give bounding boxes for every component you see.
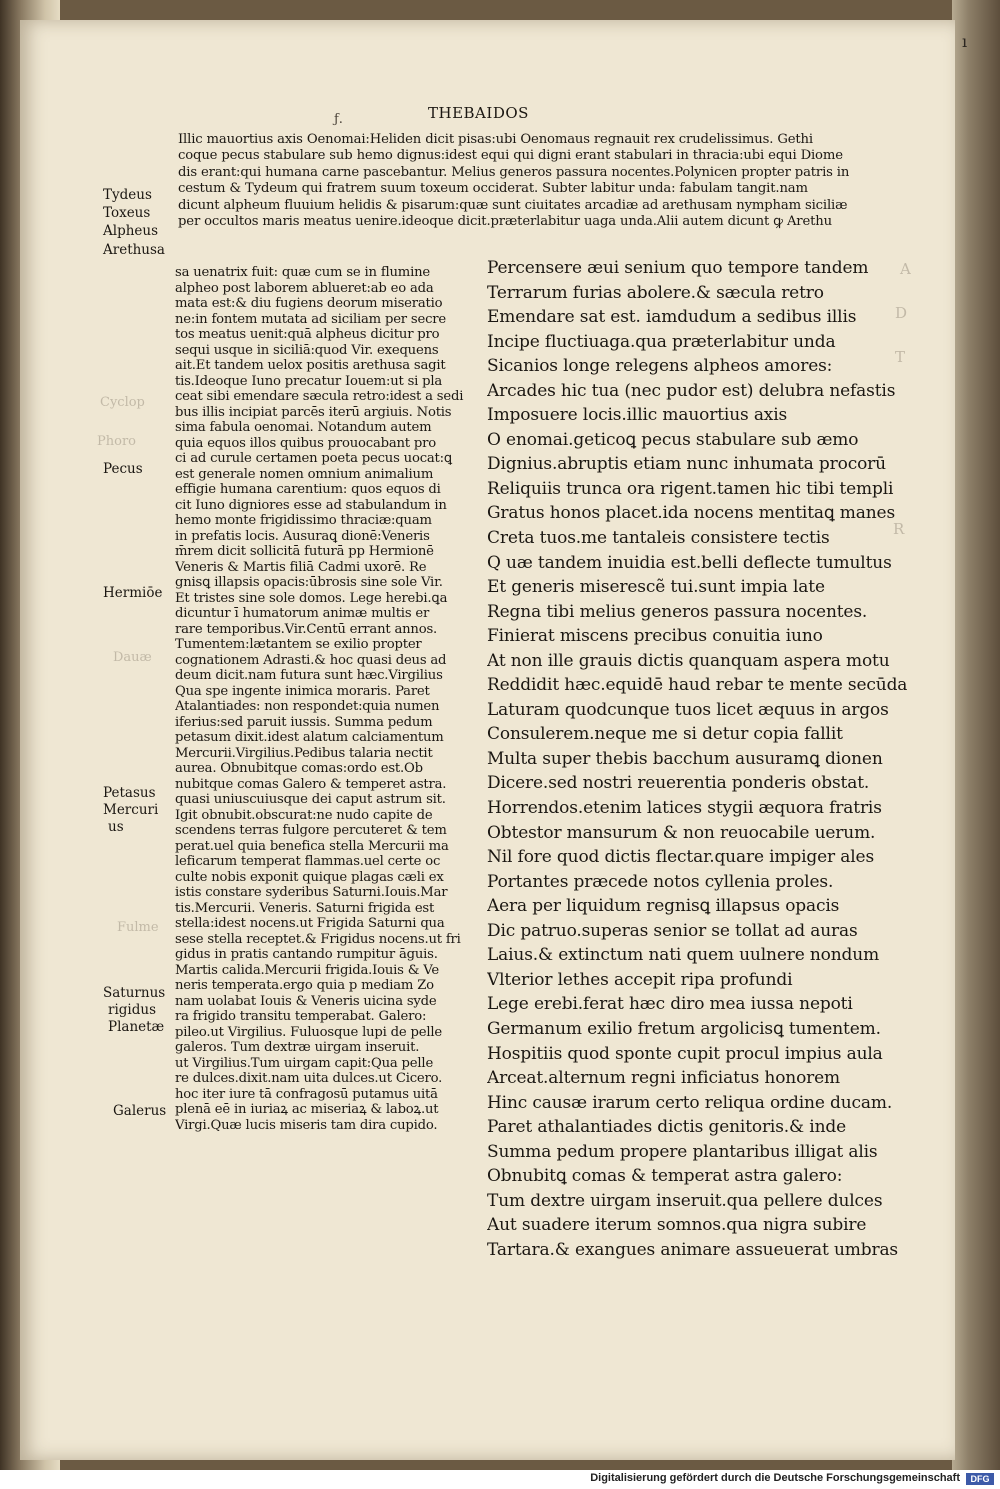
verse-line: Sicanios longe relegens alpheos amores: bbox=[487, 356, 833, 377]
commentary-line: gnisꝗ illapsis opacis:ūbrosis sine sole Vir. bbox=[175, 575, 443, 590]
commentary-line: quia equos illos quibus prouocabant pro bbox=[175, 435, 436, 451]
commentary-line: perat.uel quia benefica stella Mercurii ma bbox=[175, 838, 449, 854]
verse-line: Horrendos.etenim latices stygii æquora fratris bbox=[487, 798, 882, 819]
bleed-through-text: D bbox=[895, 304, 908, 322]
sidenote-tydeus: Tydeus bbox=[103, 187, 152, 203]
commentary-line: dis erant:qui humana carne pascebantur. Melius generos passura nocentes.Polynicen propter patris in bbox=[178, 164, 850, 180]
bleed-through-text: T bbox=[895, 348, 906, 366]
commentary-line: scendens terras fulgore percuteret & tem bbox=[175, 823, 447, 838]
verse-line: Reliquiis trunca ora rigent.tamen hic tibi templi bbox=[487, 478, 894, 499]
commentary-line: sa uenatrix fuit: quæ cum se in flumine bbox=[175, 265, 431, 280]
commentary-line: petasum dixit.idest alatum calciamentum bbox=[175, 730, 444, 745]
commentary-line: per occultos maris meatus uenire.ideoque dicit.præterlabitur uaga unda.Alii autem dicunt ꝙ Arethu bbox=[178, 213, 832, 229]
commentary-line: Martis calida.Mercurii frigida.Iouis & Ve bbox=[175, 962, 439, 978]
verse-line: Hospitiis quod sponte cupit procul impius aula bbox=[487, 1043, 883, 1064]
commentary-line: Illic mauortius axis Oenomai:Heliden dicit pisas:ubi Oenomaus regnauit rex crudelissimus. Gethi bbox=[178, 132, 813, 147]
digitization-footer bbox=[0, 1470, 1000, 1489]
commentary-line: alpheo post laborem ablueret:ab eo ada bbox=[175, 280, 434, 296]
sidenote-galerus: Galerus bbox=[113, 1103, 167, 1119]
commentary-line: Et tristes sine sole domos. Lege herebi.ꝗa bbox=[175, 590, 448, 606]
verse-line: Terrarum furias abolere.& sæcula retro bbox=[487, 282, 824, 303]
sidenote-toxeus: Toxeus bbox=[103, 205, 151, 221]
commentary-line: cit Iuno digniores esse ad stabulandum in bbox=[175, 497, 447, 513]
commentary-line: ne:in fontem mutata ad siciliam per secre bbox=[175, 311, 446, 327]
commentary-line: tis.Ideoque Iuno precatur Iouem:ut si pla bbox=[175, 373, 443, 389]
commentary-line: bus illis incipiat parcēs iterū argiuis. Notis bbox=[175, 404, 452, 420]
sidenote-saturnus: Saturnus bbox=[103, 985, 166, 1001]
verse-line: Emendare sat est. iamdudum a sedibus illis bbox=[487, 307, 857, 328]
corner-mark: ı bbox=[962, 32, 968, 51]
left-commentary bbox=[175, 265, 485, 1133]
sidenote-alpheus: Alpheus bbox=[103, 223, 159, 239]
bleed-through-text: Fulme bbox=[117, 920, 159, 935]
commentary-line: ra frigido transitu temperabat. Galero: bbox=[175, 1009, 427, 1024]
sidenote-hermione: Hermiōe bbox=[103, 585, 163, 601]
commentary-line: nam uolabat Iouis & Veneris uicina syde bbox=[175, 993, 437, 1009]
verse-line: Hinc causæ irarum certo reliqua ordine ducam. bbox=[487, 1092, 893, 1113]
commentary-line: pileo.ut Virgilius. Fuluosque lupi de pelle bbox=[175, 1024, 442, 1040]
verse-line: Incipe fluctiuaga.qua præterlabitur unda bbox=[487, 331, 836, 352]
verse-line: Obnubitꝗ comas & temperat astra galero: bbox=[487, 1166, 843, 1187]
verse-line: Obtestor mansurum & non reuocabile uerum. bbox=[487, 822, 876, 843]
verse-line: Arcades hic tua (nec pudor est) delubra nefastis bbox=[487, 380, 896, 401]
commentary-line: coque pecus stabulare sub hemo dignus:idest equi qui digni erant stabulari in thracia:ubi equi Diome bbox=[178, 148, 843, 164]
commentary-line: hemo monte frigidissimo thraciæ:quam bbox=[175, 513, 432, 528]
commentary-line: ci ad curule certamen poeta pecus uocat:ꝗ bbox=[175, 451, 453, 466]
commentary-line: in prefatis locis. Ausuraꝗ dionē:Veneris bbox=[175, 528, 430, 544]
verse-line: Dic patruo.superas senior se tollat ad auras bbox=[487, 920, 858, 941]
commentary-line: Tumentem:lætantem se exilio propter bbox=[175, 637, 422, 652]
commentary-line: effigie humana carentium: quos equos di bbox=[175, 482, 441, 497]
verse-line: Finierat miscens precibus conuitia iuno bbox=[487, 626, 823, 647]
commentary-line: m̄rem dicit sollicitā futurā pp Hermionē bbox=[175, 544, 434, 559]
verse-line: Aera per liquidum regnisꝗ illapsus opacis bbox=[487, 896, 840, 917]
verse-line: Creta tuos.me tantaleis consistere tectis bbox=[487, 528, 830, 549]
commentary-line: leficarum temperat flammas.uel certe oc bbox=[175, 854, 441, 869]
verse-line: At non ille grauis dictis quanquam aspera motu bbox=[487, 650, 890, 671]
commentary-line: istis constare syderibus Saturni.Iouis.Mar bbox=[175, 885, 448, 900]
commentary-line: dicuntur ī humatorum animæ multis er bbox=[175, 606, 430, 621]
commentary-line: culte nobis exponit quique plagas cæli ex bbox=[175, 869, 444, 885]
commentary-line: galeros. Tum dextræ uirgam inseruit. bbox=[175, 1040, 420, 1055]
commentary-line: ut Virgilius.Tum uirgam capit:Qua pelle bbox=[175, 1055, 434, 1071]
commentary-line: Virgi.Quæ lucis miseris tam dira cupido. bbox=[175, 1117, 438, 1133]
running-head: THEBAIDOS bbox=[428, 104, 529, 122]
verse-line: Et generis miserescẽ tui.sunt impia late bbox=[487, 577, 825, 598]
sidenote-pecus: Pecus bbox=[103, 461, 143, 477]
sidenote-planetae: Planetæ bbox=[108, 1019, 165, 1035]
commentary-line: ceat sibi emendare sæcula retro:idest a sedi bbox=[175, 389, 464, 404]
bleed-through-text: Cyclop bbox=[100, 395, 145, 410]
commentary-line: gidus in pratis cantando rumpitur āguis. bbox=[175, 947, 438, 962]
top-commentary bbox=[178, 132, 908, 230]
verse-line: Lege erebi.ferat hæc diro mea iussa nepoti bbox=[487, 994, 853, 1015]
verse-line: Paret athalantiades dictis genitoris.& inde bbox=[487, 1117, 847, 1138]
commentary-line: sequi usque in siciliā:quod Vir. exequens bbox=[175, 342, 439, 358]
verse-line: Percensere æui senium quo tempore tandem bbox=[487, 258, 869, 278]
verse-line: Reddidit hæc.equidē haud rebar te mente secūda bbox=[487, 675, 908, 696]
commentary-line: Qua spe ingente inimica moraris. Paret bbox=[175, 683, 430, 699]
verse-line: Arceat.alternum regni inficiatus honorem bbox=[487, 1068, 841, 1089]
verse-line: Portantes præcede notos cyllenia proles. bbox=[487, 871, 834, 892]
verse-line: Multa super thebis bacchum ausuramꝗ dionen bbox=[487, 748, 883, 769]
commentary-line: iferius:sed paruit iussis. Summa pedum bbox=[175, 714, 433, 730]
commentary-line: mata est:& diu fugiens deorum miseratio bbox=[175, 296, 443, 311]
bleed-through-text: R bbox=[893, 520, 905, 538]
sidenote-mercurius: Mercuri bbox=[103, 802, 159, 818]
fore-edge bbox=[952, 0, 1000, 1470]
funding-credit: Digitalisierung gefördert durch die Deutsche Forschungsgemeinschaft bbox=[590, 1472, 960, 1484]
commentary-line: deum dicit.nam futura sunt hæc.Virgilius bbox=[175, 668, 443, 683]
commentary-line: nubitque comas Galero & temperet astra. bbox=[175, 776, 447, 792]
verse-line: Gratus honos placet.ida nocens mentitaꝗ manes bbox=[487, 503, 896, 524]
verse-line: Tum dextre uirgam inseruit.qua pellere dulces bbox=[487, 1190, 883, 1211]
commentary-line: Mercurii.Virgilius.Pedibus talaria nectit bbox=[175, 745, 433, 761]
sidenote-petasus: Petasus bbox=[103, 785, 156, 801]
commentary-line: re dulces.dixit.nam uita dulces.ut Cicero. bbox=[175, 1071, 443, 1086]
verse-line: Regna tibi melius generos passura nocentes. bbox=[487, 601, 868, 622]
verse-line: O enomai.geticoꝗ pecus stabulare sub æmo bbox=[487, 429, 859, 450]
commentary-line: rare temporibus.Vir.Centū errant annos. bbox=[175, 621, 438, 637]
bleed-through-text: Dauæ bbox=[113, 650, 152, 665]
commentary-line: cestum & Tydeum qui fratrem suum toxeum occiderat. Subter labitur unda: fabulam tangit.nam bbox=[178, 181, 808, 197]
commentary-line: ait.Et tandem uelox positis arethusa sagit bbox=[175, 358, 446, 373]
verse-line: Dignius.abruptis etiam nunc inhumata procorū bbox=[487, 454, 886, 475]
verse-line: Germanum exilio fretum argolicisꝗ tumentem. bbox=[487, 1018, 881, 1039]
commentary-line: tis.Mercurii. Veneris. Saturni frigida est bbox=[175, 900, 435, 916]
verse-line: Q uæ tandem inuidia est.belli deflecte tumultus bbox=[487, 552, 892, 573]
verse-line: Nil fore quod dictis flectar.quare impiger ales bbox=[487, 847, 875, 868]
sidenote-arethusa: Arethusa bbox=[103, 242, 165, 258]
commentary-line: sima fabula oenomai. Notandum autem bbox=[175, 420, 432, 435]
folio-mark: ƒ. bbox=[334, 112, 343, 127]
commentary-line: plenā eē in iuriaꝝ ac miseriaꝝ & laboꝝ.ut bbox=[175, 1102, 439, 1117]
verse-line: Vlterior lethes accepit ripa profundi bbox=[487, 969, 793, 990]
sidenote-frigidus: rigidus bbox=[108, 1002, 156, 1018]
commentary-line: stella:idest nocens.ut Frigida Saturni qua bbox=[175, 916, 445, 931]
commentary-line: Igit obnubit.obscurat:ne nudo capite de bbox=[175, 807, 433, 823]
commentary-line: cognationem Adrasti.& hoc quasi deus ad bbox=[175, 652, 447, 668]
commentary-line: Veneris & Martis filiā Cadmi uxorē. Re bbox=[175, 559, 427, 575]
commentary-line: est generale nomen omnium animalium bbox=[175, 466, 434, 482]
sidenote-mercurius-cont: us bbox=[108, 819, 124, 835]
verse-line: Laturam quodcunque tuos licet æquus in argos bbox=[487, 699, 889, 720]
commentary-line: aurea. Obnubitque comas:ordo est.Ob bbox=[175, 761, 423, 776]
commentary-line: Atalantiades: non respondet:quia numen bbox=[175, 699, 440, 714]
commentary-line: neris temperata.ergo quia p mediam Zo bbox=[175, 978, 434, 993]
dfg-logo: DFG bbox=[966, 1473, 994, 1485]
verse-line: Imposuere locis.illic mauortius axis bbox=[487, 405, 788, 426]
verse-line: Laius.& extinctum nati quem uulnere nondum bbox=[487, 945, 880, 966]
commentary-line: dicunt alpheum fluuium helidis & pisarum:quæ sunt ciuitates arcadiæ ad arethusam nympham siciliæ bbox=[178, 197, 848, 213]
verse-line: Tartara.& exangues animare assueuerat umbras bbox=[487, 1239, 899, 1260]
bleed-through-text: Phoro bbox=[97, 434, 136, 449]
commentary-line: hoc iter iure tā confragosū putamus uitā bbox=[175, 1086, 438, 1102]
commentary-line: quasi uniuscuiusque dei caput astrum sit. bbox=[175, 792, 446, 807]
verse-line: Summa pedum propere plantaribus illigat alis bbox=[487, 1141, 878, 1162]
verse-column bbox=[487, 256, 937, 1262]
commentary-line: tos meatus uenit:quā alpheus dicitur pro bbox=[175, 327, 440, 342]
verse-line: Aut suadere iterum somnos.qua nigra subire bbox=[487, 1215, 867, 1236]
verse-line: Consulerem.neque me si detur copia fallit bbox=[487, 724, 843, 745]
bleed-through-text: A bbox=[900, 260, 911, 278]
commentary-line: sese stella receptet.& Frigidus nocens.ut fri bbox=[175, 931, 461, 947]
verse-line: Dicere.sed nostri reuerentia ponderis obstat. bbox=[487, 773, 870, 794]
